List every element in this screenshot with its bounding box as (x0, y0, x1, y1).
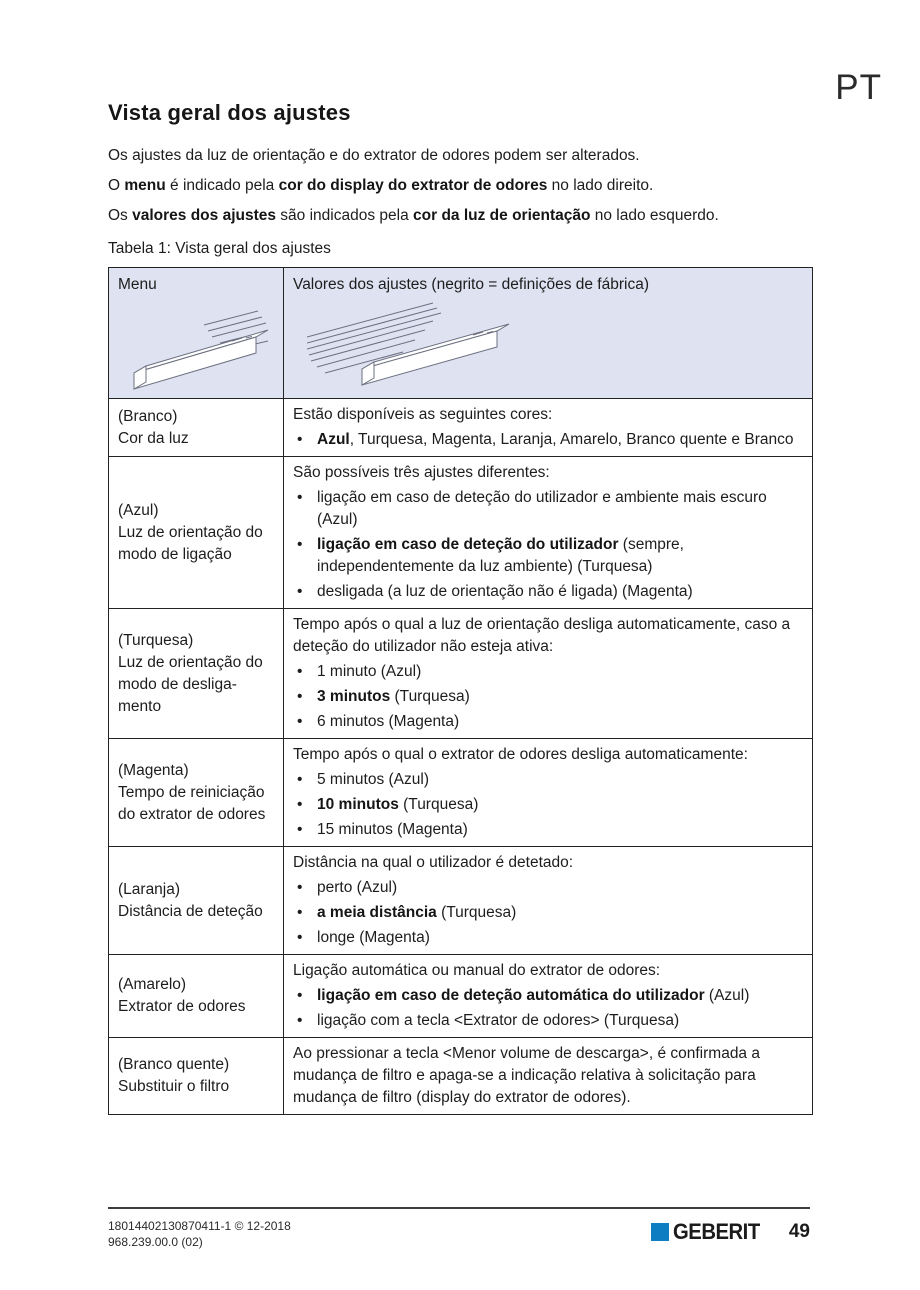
table-row (109, 739, 812, 847)
bullet-text: 10 minutos (Turquesa) (317, 796, 479, 813)
values-bullet-list (293, 769, 803, 841)
menu-line: Luz de orientação do (118, 653, 263, 671)
bullet-marker: • (297, 796, 303, 813)
bullet-text: 3 minutos (Turquesa) (317, 688, 470, 705)
bullet-text: ligação em caso de deteção automática do utilizador (Azul) (317, 987, 750, 1004)
menu-cell (109, 955, 284, 1037)
bullet-item (293, 711, 803, 733)
odour-extraction-display-illustration (120, 303, 278, 393)
page-title: Vista geral dos ajustes (108, 100, 351, 125)
menu-cell (109, 609, 284, 738)
page-content (108, 100, 814, 1115)
table-row (109, 955, 812, 1038)
table-row (109, 457, 812, 609)
geberit-wordmark: GEBERIT (672, 1219, 760, 1244)
bullet-item (293, 487, 803, 531)
menu-line: (Amarelo) (118, 976, 187, 993)
table-header-row (109, 268, 812, 399)
menu-line: do extrator de odores (118, 805, 266, 823)
menu-column-header: Menu (118, 276, 157, 293)
bullet-marker: • (297, 879, 303, 896)
intro-paragraph: Os valores dos ajustes são indicados pela cor da luz de orientação no lado esquerdo. (108, 207, 719, 224)
menu-cell (109, 847, 284, 954)
bullet-marker: • (297, 713, 303, 730)
menu-header-cell (109, 268, 284, 398)
menu-line: mento (118, 697, 162, 715)
values-cell (284, 609, 812, 738)
menu-line: Cor da luz (118, 429, 189, 447)
menu-cell (109, 739, 284, 846)
table-row (109, 609, 812, 739)
values-bullet-list (293, 487, 803, 603)
values-column-header: Valores dos ajustes (negrito = definições de fábrica) (293, 276, 649, 293)
bullet-text: 15 minutos (Magenta) (317, 821, 468, 838)
bullet-marker: • (297, 536, 303, 553)
menu-line: Substituir o filtro (118, 1078, 230, 1095)
values-cell (284, 739, 812, 846)
bullet-marker: • (297, 663, 303, 680)
bullet-text: 1 minuto (Azul) (317, 663, 422, 680)
menu-cell (109, 457, 284, 608)
values-bullet-list (293, 661, 803, 733)
bullet-marker: • (297, 771, 303, 788)
bullet-item (293, 985, 803, 1007)
bullet-marker: • (297, 583, 303, 600)
bullet-text: 5 minutos (Azul) (317, 771, 429, 788)
values-cell (284, 457, 812, 608)
bullet-item (293, 1010, 803, 1032)
table-row (109, 1038, 812, 1114)
bullet-item (293, 686, 803, 708)
table-body (109, 399, 812, 1114)
language-badge: PT (835, 68, 882, 107)
settings-table (108, 267, 813, 1115)
bullet-marker: • (297, 904, 303, 921)
bullet-marker: • (297, 431, 303, 448)
values-bullet-list (293, 429, 803, 451)
values-lead-text: Ligação automática ou manual do extrator de odores: (293, 962, 661, 979)
bullet-item (293, 902, 803, 924)
bullet-marker: • (297, 1012, 303, 1029)
values-lead-text: Tempo após o qual a luz de orientação desliga automaticamente, caso a deteção do utilizador não esteja ativa: (293, 616, 791, 655)
menu-cell (109, 399, 284, 456)
table-caption: Tabela 1: Vista geral dos ajustes (108, 240, 331, 257)
values-cell (284, 399, 812, 456)
bullet-text: ligação com a tecla <Extrator de odores> (Turquesa) (317, 1012, 680, 1029)
values-lead-text: São possíveis três ajustes diferentes: (293, 464, 550, 481)
values-lead-text: Distância na qual o utilizador é detetado: (293, 854, 574, 871)
bullet-text: 6 minutos (Magenta) (317, 713, 460, 730)
values-bullet-list (293, 877, 803, 949)
values-lead-text: Ao pressionar a tecla <Menor volume de descarga>, é confirmada a mudança de filtro e apaga-se a indicação relativa à solicitação para mudança de filtro (display do extrator de odores). (293, 1045, 760, 1106)
bullet-marker: • (297, 929, 303, 946)
menu-line: Extrator de odores (118, 998, 246, 1015)
bullet-marker: • (297, 688, 303, 705)
menu-line: (Azul) (118, 501, 159, 519)
values-bullet-list (293, 985, 803, 1032)
bullet-item (293, 769, 803, 791)
bullet-text: longe (Magenta) (317, 929, 430, 946)
bullet-text: ligação em caso de deteção do utilizador (sempre, independentemente da luz ambiente) (Turquesa) (317, 536, 684, 575)
page-number: 49 (788, 1221, 810, 1242)
bullet-marker: • (297, 821, 303, 838)
menu-line: modo de desliga- (118, 675, 237, 693)
menu-line: Tempo de reiniciação (118, 783, 265, 801)
intro-text (108, 146, 814, 226)
menu-line: (Branco quente) (118, 1056, 230, 1073)
intro-paragraph: Os ajustes da luz de orientação e do extrator de odores podem ser alterados. (108, 147, 640, 164)
bullet-text: a meia distância (Turquesa) (317, 904, 517, 921)
bullet-item (293, 534, 803, 578)
bullet-item (293, 429, 803, 451)
menu-line: (Laranja) (118, 880, 181, 898)
document-version: 968.239.00.0 (02) (108, 1235, 203, 1249)
table-row (109, 847, 812, 955)
bullet-marker: • (297, 987, 303, 1004)
bullet-item (293, 819, 803, 841)
bullet-item (293, 661, 803, 683)
bullet-item (293, 794, 803, 816)
menu-line: (Branco) (118, 407, 178, 425)
menu-line: modo de ligação (118, 545, 232, 563)
document-number: 18014402130870411-1 © 12-2018 (108, 1219, 291, 1233)
values-header-cell (284, 268, 812, 398)
bullet-item (293, 927, 803, 949)
values-lead-text: Tempo após o qual o extrator de odores desliga automaticamente: (293, 746, 748, 763)
values-cell (284, 955, 812, 1037)
menu-line: (Turquesa) (118, 631, 194, 649)
brand-block (651, 1219, 810, 1245)
menu-line: Distância de deteção (118, 902, 263, 920)
bullet-text: ligação em caso de deteção do utilizador e ambiente mais escuro (Azul) (317, 489, 767, 528)
page-footer (108, 1207, 810, 1250)
menu-cell (109, 1038, 284, 1114)
table-row (109, 399, 812, 457)
bullet-marker: • (297, 489, 303, 506)
bullet-text: desligada (a luz de orientação não é ligada) (Magenta) (317, 583, 693, 600)
document-identifier (108, 1218, 291, 1250)
geberit-logo-square (651, 1223, 669, 1241)
intro-paragraph: O menu é indicado pela cor do display do extrator de odores no lado direito. (108, 177, 654, 194)
bullet-item (293, 877, 803, 899)
menu-line: Luz de orientação do (118, 523, 263, 541)
values-cell (284, 847, 812, 954)
menu-line: (Magenta) (118, 761, 189, 779)
bullet-text: perto (Azul) (317, 879, 398, 896)
values-lead-text: Estão disponíveis as seguintes cores: (293, 406, 553, 423)
bullet-item (293, 581, 803, 603)
orientation-light-illustration (307, 297, 519, 389)
bullet-text: Azul, Turquesa, Magenta, Laranja, Amarelo, Branco quente e Branco (317, 431, 794, 448)
values-cell (284, 1038, 812, 1114)
